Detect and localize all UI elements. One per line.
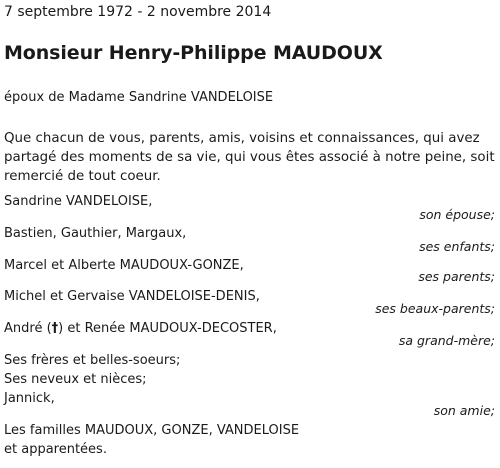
role-parents-in-law: ses beaux-parents; xyxy=(375,301,495,316)
family-entry-parents-in-law: Michel et Gervaise VANDELOISE-DENIS, xyxy=(4,289,260,304)
role-children: ses enfants; xyxy=(419,239,495,254)
family-entry-families: Les familles MAUDOUX, GONZE, VANDELOISE xyxy=(4,423,300,438)
family-entry-parents: Marcel et Alberte MAUDOUX-GONZE, xyxy=(4,258,244,273)
thanks-paragraph xyxy=(4,129,498,186)
grandparents-text-post: ) et Renée MAUDOUX-DECOSTER, xyxy=(58,321,277,336)
family-entry-friend: Jannick, xyxy=(4,391,55,406)
family-entry-related: et apparentées. xyxy=(4,442,107,457)
family-entry-children: Bastien, Gauthier, Margaux, xyxy=(4,226,187,241)
role-grandmother: sa grand-mère; xyxy=(398,333,495,348)
role-parents: ses parents; xyxy=(418,269,495,284)
life-dates: 7 septembre 1972 - 2 novembre 2014 xyxy=(4,4,272,20)
grandparents-text-pre: André ( xyxy=(4,321,52,336)
family-entry-siblings: Ses frères et belles-soeurs; xyxy=(4,353,181,368)
family-entry-spouse: Sandrine VANDELOISE, xyxy=(4,194,153,209)
family-entry-nephews: Ses neveux et nièces; xyxy=(4,372,147,387)
spouse-line: époux de Madame Sandrine VANDELOISE xyxy=(4,90,274,105)
role-friend: son amie; xyxy=(433,403,495,418)
family-entry-grandparents xyxy=(4,320,277,338)
role-spouse: son épouse; xyxy=(419,207,495,222)
thanks-line-3: remercié de tout coeur. xyxy=(4,169,161,184)
thanks-line-1: Que chacun de vous, parents, amis, voisins et connaissances, qui avez xyxy=(4,131,480,146)
thanks-line-2: partagé des moments de sa vie, qui vous êtes associé à notre peine, soit xyxy=(4,150,495,165)
deceased-name: Monsieur Henry-Philippe MAUDOUX xyxy=(4,42,383,64)
cross-icon: † xyxy=(51,321,59,336)
